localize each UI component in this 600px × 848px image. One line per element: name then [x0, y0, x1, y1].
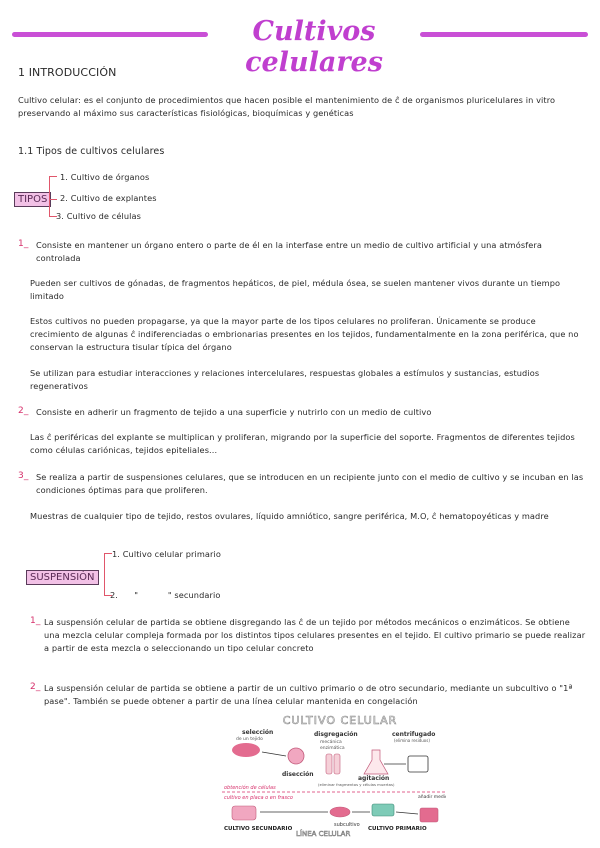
organos-p4: Se utilizan para estudiar interacciones y relaciones intercelulares, respuestas globales a estímulos y sustancias, estudios regenerativos	[30, 368, 540, 391]
arrow-1	[262, 752, 286, 756]
tissue-shape	[232, 743, 260, 757]
page-title: Cultivos celulares	[245, 16, 383, 78]
intro-paragraph: Cultivo celular: es el conjunto de procedimientos que hacen posible el mantenimiento de ĉ de organismos pluricelulares in vitro preservando al máximo sus características fisiológicas, bioquímicas y genéticas	[18, 95, 556, 118]
explantes-p1: Consiste en adherir un fragmento de tejido a una superficie y nutrirlo con un medio de cultivo	[36, 407, 432, 417]
secundario-text: La suspensión celular de partida se obtiene a partir de un cultivo primario o de otro secundario, mediante un subcultivo o "1ª pase". También se puede obtener a partir de una línea celular mantenida en congelación	[44, 683, 573, 706]
subculture-dish	[330, 807, 350, 817]
diagram-svg	[222, 712, 446, 840]
organos-p3: Estos cultivos no pueden propagarse, ya que la mayor parte de los tipos celulares no proliferan. Únicamente se produce crecimiento de algunas ĉ indiferenciadas o embrionarias presentes en los tejidos, fundamentalmente en la zona periférica, que no conservan la estructura tisular típica del órgano	[30, 316, 579, 352]
tipos-item-3: 3. Cultivo de células	[56, 211, 142, 221]
explantes-p2: Las ĉ periféricas del explante se multiplican y proliferan, migrando por la superficie del soporte. Fragmentos de diferentes tejidos como células cariónicas, tejidos epiteliales...	[30, 432, 575, 455]
suspension-bracket	[104, 553, 105, 595]
tipos-item-1: 1. Cultivo de órganos	[60, 172, 150, 182]
label-agitacion-note: (eliminar fragmentos y células muertas)	[318, 782, 395, 787]
label-enzimatica: enzimática	[320, 746, 345, 751]
suspension-tick-1	[104, 553, 112, 554]
label-de-tejido: de un tejido	[236, 737, 263, 742]
label-seleccion: selección	[242, 729, 274, 736]
primary-culture-flask	[372, 804, 394, 816]
title-rule-left	[12, 32, 208, 37]
label-elimina-residuos: (elimina residuos)	[394, 738, 430, 743]
label-mecanica: mecánica	[320, 740, 342, 745]
celulas-p1: Se realiza a partir de suspensiones celulares, que se introducen en un recipiente junto con el medio de cultivo y se incuban en las condiciones óptimas para que proliferen.	[36, 472, 584, 495]
primario-text: La suspensión celular de partida se obtiene disgregando las ĉ de un tejido por métodos mecánicos o enzimáticos. Se obtiene una mezcla celular compleja formada por los distintos tipos celulares presentes en el tejido. El cultivo primario se puede realizar a partir de esta mezcla o seleccionando un tipo celular concreto	[44, 617, 586, 653]
suspension-box: SUSPENSIÓN	[26, 570, 99, 585]
medium-dish	[420, 808, 438, 822]
organos-p1: Consiste en mantener un órgano entero o parte de él en la interfase entre un medio de cultivo artificial y una atmósfera controlada	[36, 240, 542, 263]
suspension-item-2: 2. " " secundario	[110, 590, 221, 600]
celulas-number: 3_	[18, 471, 29, 481]
label-cultivo-primario: CULTIVO PRIMARIO	[368, 826, 427, 832]
dish-icon	[288, 748, 304, 764]
label-obtencion: obtención de células	[224, 785, 276, 791]
flask-icon	[364, 750, 388, 774]
celulas-p2: Muestras de cualquier tipo de tejido, restos ovulares, líquido amniótico, sangre periférica, M.O, ĉ hematopoyéticas y madre	[30, 511, 549, 521]
label-centrifugado: centrifugado	[392, 731, 436, 738]
secondary-culture-dish	[232, 806, 256, 820]
tipos-box: TIPOS	[14, 192, 51, 207]
tipos-tick-1	[49, 176, 57, 177]
cultivo-celular-diagram	[222, 712, 446, 840]
tipos-tick-2	[49, 199, 57, 200]
label-diseccion: disección	[282, 771, 314, 778]
diagram-title: CULTIVO CELULAR	[282, 714, 398, 727]
label-subcultivo: subcultivo	[334, 822, 360, 828]
organos-p2: Pueden ser cultivos de gónadas, de fragmentos hepáticos, de piel, médula ósea, se suelen mantener vivos durante un tiempo limitado	[30, 278, 561, 301]
title-rule-right	[420, 32, 588, 37]
label-cultivo-secundario: CULTIVO SECUNDARIO	[224, 826, 293, 832]
label-anadir-medio: añadir medio	[418, 795, 446, 800]
label-disgregacion: disgregación	[314, 731, 358, 738]
label-cultivo-placa: cultivo en placa o en frasco	[224, 795, 293, 801]
primario-number: 1_	[30, 616, 41, 626]
tipos-item-2: 2. Cultivo de explantes	[60, 193, 157, 203]
explantes-number: 2_	[18, 406, 29, 416]
tipos-bracket	[49, 176, 50, 216]
secundario-number: 2_	[30, 682, 41, 692]
label-linea-celular: LÍNEA CELULAR	[296, 830, 351, 838]
arrow-5	[396, 812, 418, 814]
suspension-item-1: 1. Cultivo celular primario	[112, 549, 221, 559]
tube-icon-2	[334, 754, 340, 774]
section-heading: 1 INTRODUCCIÓN	[18, 66, 117, 79]
centrifuge-icon	[408, 756, 428, 772]
label-agitacion: agitación	[358, 775, 390, 782]
tube-icon	[326, 754, 332, 774]
subsection-heading: 1.1 Tipos de cultivos celulares	[18, 146, 165, 157]
organos-number: 1_	[18, 239, 29, 249]
